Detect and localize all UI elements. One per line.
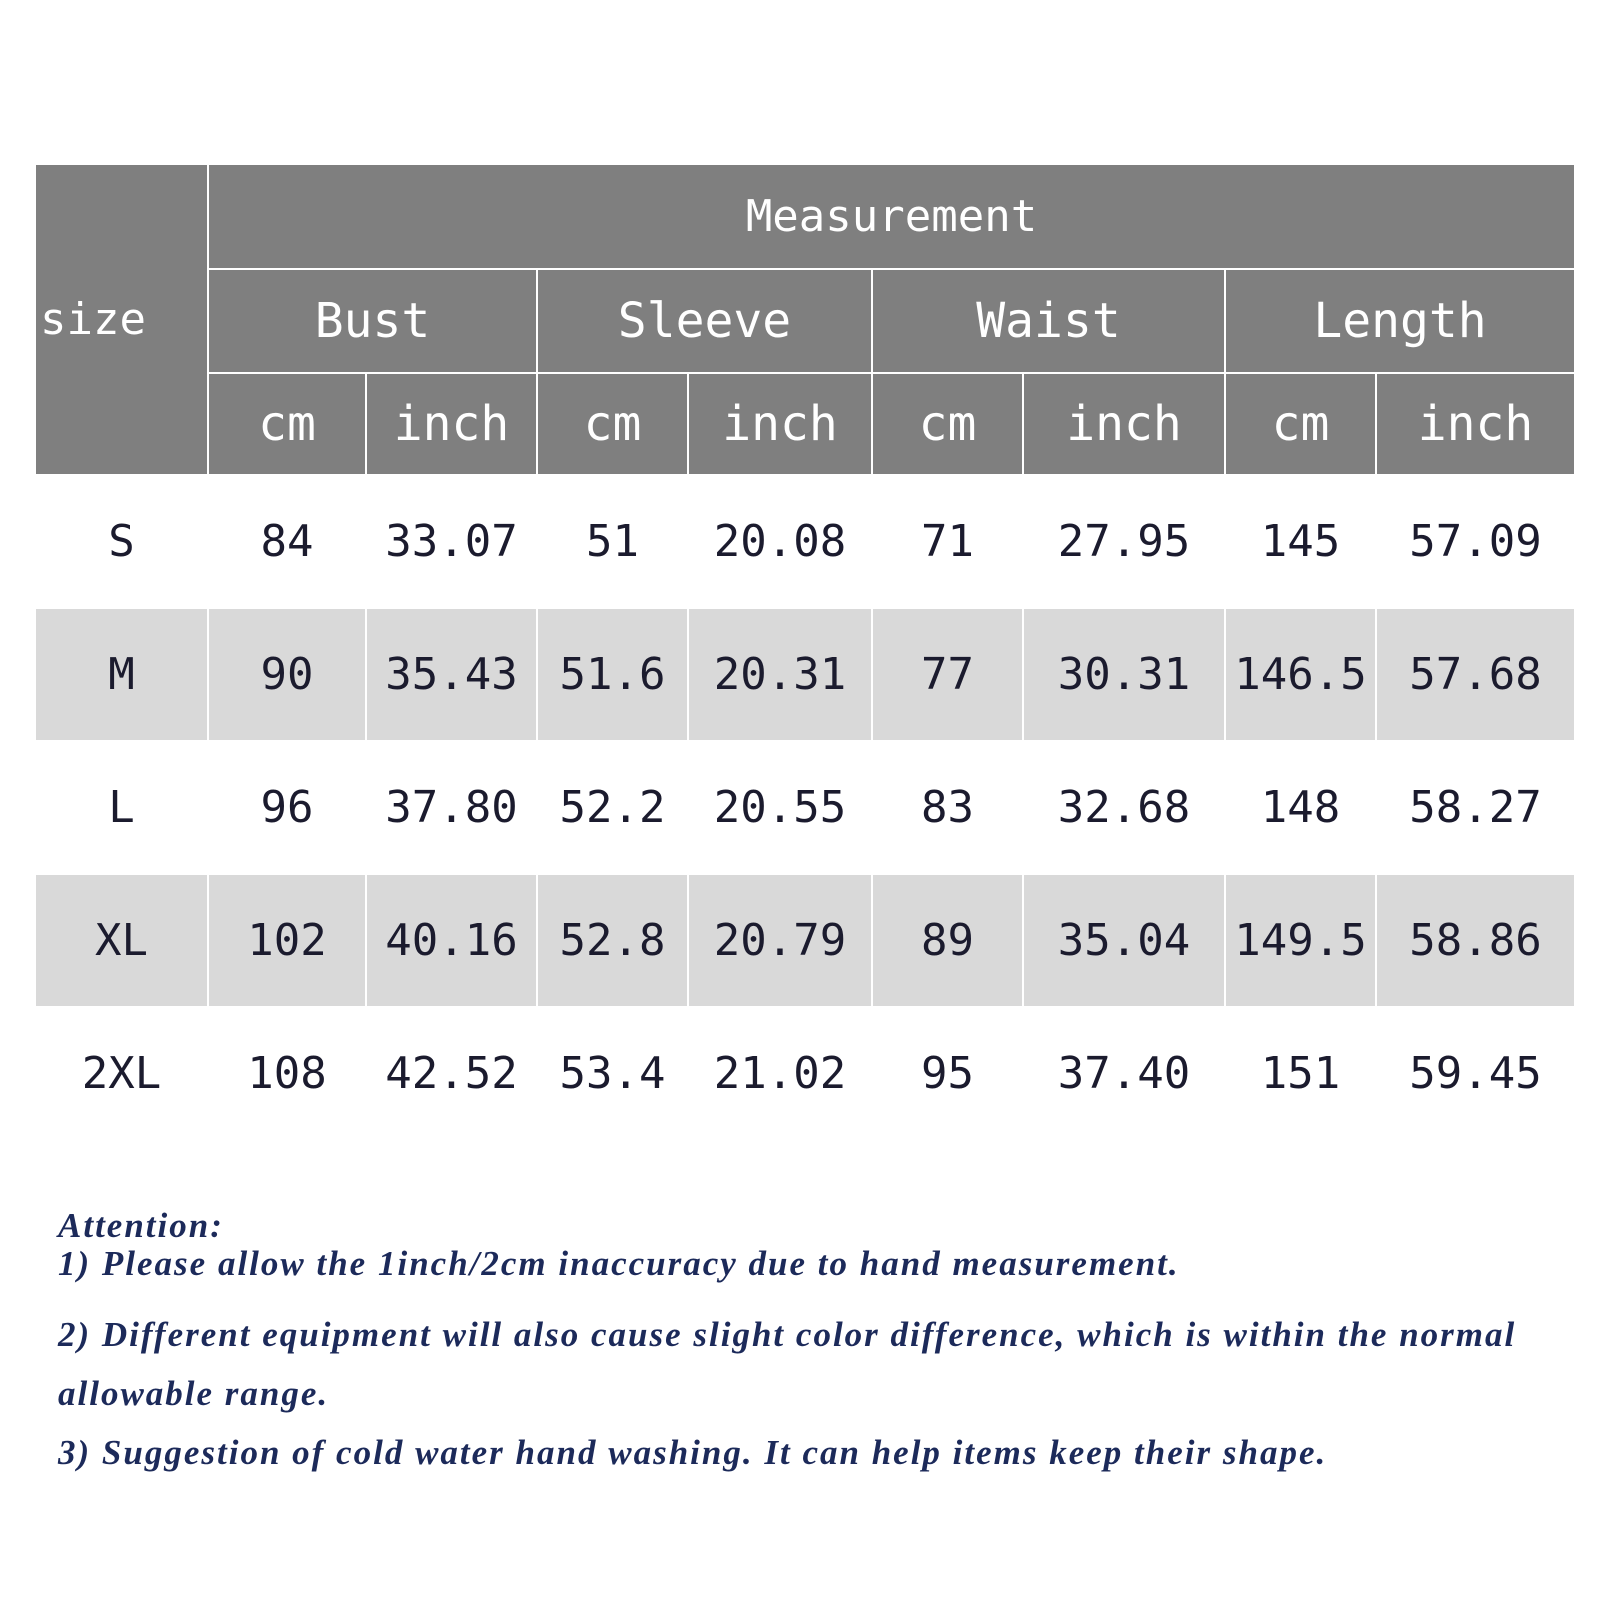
sleeve-cm-cell: 52.2 [537,741,688,874]
unit-header-length-cm: cm [1225,373,1376,475]
sleeve-inch-cell: 20.55 [688,741,872,874]
bust-cm-cell: 84 [208,475,366,608]
bust-inch-cell: 33.07 [366,475,537,608]
note-item-1: 1) Please allow the 1inch/2cm inaccuracy due to hand measurement. [58,1244,1180,1283]
attention-title: Attention: [58,1206,224,1245]
note-item-3: 3) Suggestion of cold water hand washing. It can help items keep their shape. [58,1433,1328,1472]
header-row-groups [35,269,1575,373]
sleeve-inch-cell: 20.31 [688,608,872,741]
size-cell: 2XL [35,1007,208,1140]
sleeve-inch-cell: 21.02 [688,1007,872,1140]
waist-cm-cell: 89 [872,874,1023,1007]
sleeve-cm-cell: 51.6 [537,608,688,741]
bust-cm-cell: 108 [208,1007,366,1140]
sleeve-cm-cell: 51 [537,475,688,608]
note-item-2: 2) Different equipment will also cause slight color difference, which is within the normal allowable range. [58,1315,1517,1413]
length-inch-cell: 57.09 [1376,475,1575,608]
length-cm-cell: 148 [1225,741,1376,874]
table-row [35,475,1575,608]
table-row [35,608,1575,741]
waist-cm-cell: 83 [872,741,1023,874]
group-header-bust: Bust [208,269,537,373]
length-cm-cell: 149.5 [1225,874,1376,1007]
unit-header-waist-cm: cm [872,373,1023,475]
size-chart-table [34,163,1576,1141]
unit-header-bust-cm: cm [208,373,366,475]
bust-inch-cell: 40.16 [366,874,537,1007]
bust-inch-cell: 42.52 [366,1007,537,1140]
sleeve-cm-cell: 52.8 [537,874,688,1007]
group-header-length: Length [1225,269,1575,373]
sleeve-inch-cell: 20.79 [688,874,872,1007]
bust-cm-cell: 96 [208,741,366,874]
waist-inch-cell: 35.04 [1023,874,1225,1007]
group-header-waist: Waist [872,269,1225,373]
bust-cm-cell: 102 [208,874,366,1007]
bust-inch-cell: 37.80 [366,741,537,874]
bust-inch-cell: 35.43 [366,608,537,741]
length-inch-cell: 57.68 [1376,608,1575,741]
waist-inch-cell: 27.95 [1023,475,1225,608]
attention-notes [58,1207,1568,1482]
unit-header-sleeve-cm: cm [537,373,688,475]
unit-header-bust-inch: inch [366,373,537,475]
table-row [35,874,1575,1007]
table-row [35,1007,1575,1140]
waist-cm-cell: 95 [872,1007,1023,1140]
header-row-measurement [35,164,1575,269]
size-cell: S [35,475,208,608]
size-cell: L [35,741,208,874]
waist-inch-cell: 32.68 [1023,741,1225,874]
waist-cm-cell: 71 [872,475,1023,608]
sleeve-cm-cell: 53.4 [537,1007,688,1140]
size-cell: XL [35,874,208,1007]
header-row-units [35,373,1575,475]
length-inch-cell: 59.45 [1376,1007,1575,1140]
waist-inch-cell: 37.40 [1023,1007,1225,1140]
length-inch-cell: 58.27 [1376,741,1575,874]
sleeve-inch-cell: 20.08 [688,475,872,608]
length-cm-cell: 146.5 [1225,608,1376,741]
unit-header-waist-inch: inch [1023,373,1225,475]
length-cm-cell: 151 [1225,1007,1376,1140]
size-cell: M [35,608,208,741]
unit-header-length-inch: inch [1376,373,1575,475]
waist-cm-cell: 77 [872,608,1023,741]
table-row [35,741,1575,874]
unit-header-sleeve-inch: inch [688,373,872,475]
length-inch-cell: 58.86 [1376,874,1575,1007]
bust-cm-cell: 90 [208,608,366,741]
length-cm-cell: 145 [1225,475,1376,608]
measurement-header: Measurement [208,164,1575,269]
size-column-header: size [35,164,208,475]
waist-inch-cell: 30.31 [1023,608,1225,741]
group-header-sleeve: Sleeve [537,269,872,373]
